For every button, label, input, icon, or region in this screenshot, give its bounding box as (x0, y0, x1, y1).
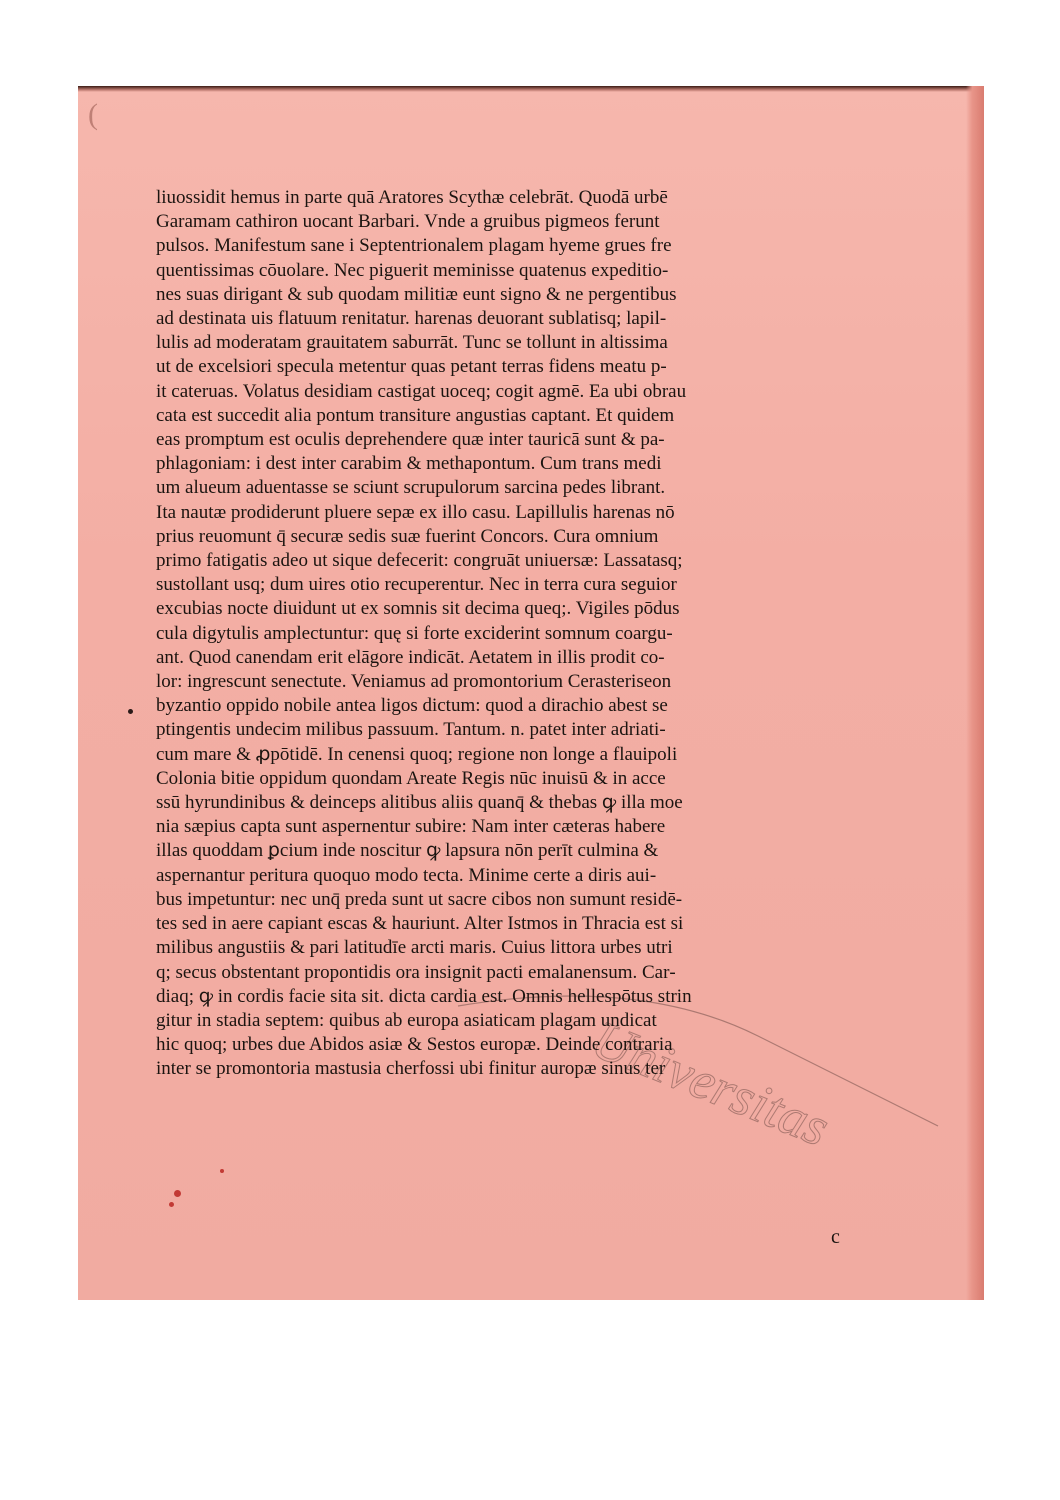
text-line: um alueum aduentasse se sciunt scrupulorum sarcina pedes librant. (156, 477, 666, 499)
text-line: Colonia bitie oppidum quondam Areate Regis nūc inuisū & in acce (156, 767, 666, 789)
text-line: cula digytulis amplectuntur: quę si forte exciderint somnum coargu‑ (156, 622, 673, 644)
ink-stain (220, 1169, 224, 1173)
text-line: sustollant usq; dum uires otio recuperentur. Nec in terra cura seguior (156, 574, 677, 596)
text-line: phlagoniam: i dest inter carabim & methapontum. Cum trans medi (156, 453, 662, 475)
text-line: lor: ingrescunt senectute. Veniamus ad promontorium Cerasteriseon (156, 671, 672, 693)
signature-mark: c (831, 1226, 840, 1248)
text-line: gitur in stadia septem: quibus ab europa asiaticam plagam undicat (156, 1009, 657, 1031)
text-line: quentissimas cōuolare. Nec piguerit meminisse quatenus expeditio‑ (156, 259, 669, 281)
text-line: milibus angustiis & pari latitudīe arcti maris. Cuius littora urbes utri (156, 937, 673, 959)
text-block (156, 186, 878, 1082)
text-line: eas promptum est oculis deprehendere quæ inter tauricā sunt & pa‑ (156, 429, 665, 451)
margin-mark: ( (88, 98, 98, 131)
text-line: ant. Quod canendam erit elāgore indicāt. Aetatem in illis prodit co‑ (156, 646, 665, 668)
text-line: cata est succedit alia pontum transiture angustias captant. Et quidem (156, 404, 675, 426)
text-line: liuossidit hemus in parte quā Aratores Scythæ celebrāt. Quodā urbē (156, 187, 668, 208)
text-line: nes suas dirigant & sub quodam militiæ eunt signo & ne pergentibus (156, 283, 677, 305)
text-line: q; secus obstentant propontidis ora insignit pacti emalanensum. Car‑ (156, 961, 676, 983)
text-line: tes sed in aere capiant escas & hauriunt. Alter Istmos in Thracia est si (156, 913, 684, 935)
text-line: bus impetuntur: nec unq̄ preda sunt ut sacre cibos non sumunt residē‑ (156, 888, 683, 910)
text-line: illas quoddam ꝑcium inde noscitur ꝙ lapsura nōn perīt culmina & (156, 840, 659, 862)
text-line: hic quoq; urbes due Abidos asiæ & Sestos europæ. Deinde contraria (156, 1034, 673, 1056)
text-line: Ita nautæ prodiderunt pluere sepæ ex illo casu. Lapillulis harenas nō (156, 501, 675, 523)
text-line: inter se promontoria mastusia cherfossi ubi finitur auropæ sinus ter (156, 1058, 666, 1080)
text-line: primo fatigatis adeo ut sique defecerit: congruāt uniuersæ: Lassatasq; (156, 550, 683, 572)
text-line: diaq; ꝙ in cordis facie sita sit. dicta cardia est. Omnis hellespōtus strin (156, 985, 692, 1007)
text-line: cum mare & ꝓpōtidē. In cenensi quoq; regione non longe a flauipoli (156, 743, 678, 765)
page-right-edge (966, 86, 984, 1300)
ink-stain (174, 1190, 181, 1197)
text-line: pulsos. Manifestum sane i Septentrionalem plagam hyeme grues fre (156, 235, 672, 257)
text-line: ut de excelsiori specula metentur quas petant terras fidens meatu p‑ (156, 356, 667, 378)
text-line: ptingentis undecim milibus passuum. Tantum. n. patet inter adriati‑ (156, 719, 666, 741)
text-line: nia sæpius capta sunt aspernentur subire: Nam inter cæteras habere (156, 816, 666, 838)
text-line: byzantio oppido nobile antea ligos dictum: quod a dirachio abest se (156, 695, 668, 717)
text-line: it cateruas. Volatus desidiam castigat uoceq; cogit agmē. Ea ubi obrau (156, 380, 687, 402)
scanned-page (78, 86, 984, 1300)
ink-stain (128, 709, 133, 714)
text-line: excubias nocte diuidunt ut ex somnis sit decima queq;. Vigiles pōdus (156, 598, 680, 620)
text-line: prius reuomunt q̄ securæ sedis suæ fuerint Concors. Cura omnium (156, 525, 659, 547)
ink-stain (169, 1202, 174, 1207)
watermark-text: Universitas (584, 1008, 838, 1158)
text-line: Garamam cathiron uocant Barbari. Vnde a gruibus pigmeos ferunt (156, 211, 660, 233)
page-top-shadow (78, 86, 984, 92)
text-line: lulis ad moderatam grauitatem saburrāt. Tunc se tollunt in altissima (156, 332, 668, 354)
text-line: ssū hyrundinibus & deinceps alitibus aliis quanq̄ & thebas ꝙ illa moe (156, 792, 683, 814)
text-line: ad destinata uis flatuum renitatur. harenas deuorant sublatisq; lapil‑ (156, 308, 667, 330)
text-line: aspernantur peritura quoquo modo tecta. Minime certe a diris aui‑ (156, 864, 657, 886)
